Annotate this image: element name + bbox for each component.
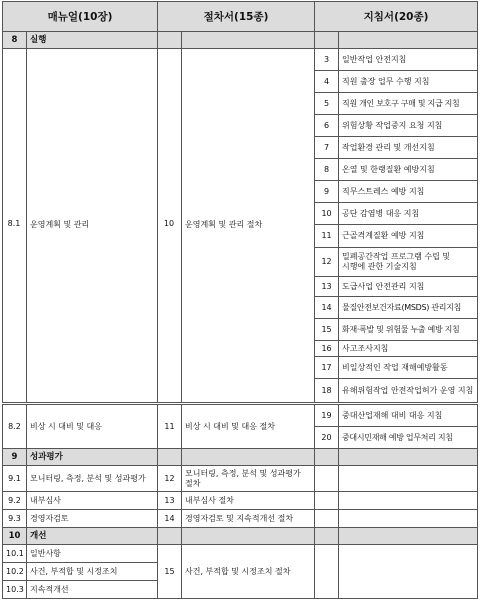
guideline-number: 11 bbox=[315, 225, 339, 248]
empty-cell bbox=[182, 449, 315, 466]
empty-cell bbox=[339, 492, 478, 510]
manual-number: 8.2 bbox=[3, 405, 27, 449]
procedure-title: 모니터링, 측정, 분석 및 성과평가 절차 bbox=[182, 466, 315, 492]
header-guideline: 지침서(20종) bbox=[315, 2, 478, 32]
guideline-title: 직무스트레스 예방 지침 bbox=[339, 181, 478, 203]
header-row bbox=[3, 2, 478, 32]
guideline-title: 작업환경 관리 및 개선지침 bbox=[339, 137, 478, 159]
guideline-title: 비일상적인 작업 재해예방활동 bbox=[339, 357, 478, 379]
manual-title: 사건, 부적합 및 시정조치 bbox=[27, 563, 158, 581]
guideline-number: 7 bbox=[315, 137, 339, 159]
section-number: 8 bbox=[3, 32, 27, 49]
empty-cell bbox=[315, 528, 339, 545]
guideline-title: 위험상황 작업중지 요청 지침 bbox=[339, 115, 478, 137]
manual-number: 9.1 bbox=[3, 466, 27, 492]
manual-title: 지속적개선 bbox=[27, 581, 158, 599]
procedure-number: 11 bbox=[158, 405, 182, 449]
procedure-title: 경영자검토 및 지속적개선 절차 bbox=[182, 510, 315, 528]
guideline-number: 4 bbox=[315, 71, 339, 93]
empty-cell bbox=[339, 32, 478, 49]
guideline-title: 직원 개인 보호구 구매 및 지급 지침 bbox=[339, 93, 478, 115]
manual-number: 10.3 bbox=[3, 581, 27, 599]
empty-cell bbox=[315, 32, 339, 49]
section-row-10 bbox=[3, 528, 478, 545]
empty-cell bbox=[158, 49, 182, 403]
procedure-title: 운영계획 및 관리 절차 bbox=[185, 220, 263, 229]
procedure-number: 14 bbox=[158, 510, 182, 528]
guideline-title: 직원 출장 업무 수행 지침 bbox=[339, 71, 478, 93]
guideline-title: 물질안전보건자료(MSDS) 관리지침 bbox=[339, 297, 478, 319]
empty-cell bbox=[182, 32, 315, 49]
empty-cell bbox=[158, 32, 182, 49]
manual-number: 9.2 bbox=[3, 492, 27, 510]
system-document-table bbox=[2, 1, 478, 403]
section-number: 9 bbox=[3, 449, 27, 466]
header-procedure: 절차서(15종) bbox=[158, 2, 315, 32]
manual-title: 경영자검토 bbox=[27, 510, 158, 528]
guideline-title: 온열 및 한랭질환 예방지침 bbox=[339, 159, 478, 181]
table-row bbox=[3, 405, 478, 427]
manual-number: 9.3 bbox=[3, 510, 27, 528]
section-row-9 bbox=[3, 449, 478, 466]
guideline-title: 사고조사지침 bbox=[339, 341, 478, 357]
empty-cell bbox=[315, 510, 339, 528]
guideline-number: 5 bbox=[315, 93, 339, 115]
document-page bbox=[2, 1, 478, 403]
guideline-number: 10 bbox=[315, 203, 339, 225]
section-title: 개선 bbox=[27, 528, 158, 545]
empty-cell bbox=[315, 545, 339, 599]
section-title: 실행 bbox=[27, 32, 158, 49]
guideline-number: 9 bbox=[315, 181, 339, 203]
guideline-title: 근골격계질환 예방 지침 bbox=[339, 225, 478, 248]
empty-cell bbox=[339, 510, 478, 528]
system-document-table-lower bbox=[2, 404, 478, 599]
guideline-number: 15 bbox=[315, 319, 339, 341]
guideline-title: 밀폐공간작업 프로그램 수립 및 시행에 관한 기술지침 bbox=[339, 248, 478, 277]
empty-cell bbox=[315, 449, 339, 466]
empty-cell bbox=[315, 492, 339, 510]
guideline-title: 화재·폭발 및 위험물 누출 예방 지침 bbox=[339, 319, 478, 341]
empty-cell bbox=[182, 528, 315, 545]
manual-title: 비상 시 대비 및 대응 bbox=[27, 405, 158, 449]
procedure-number: 10 bbox=[163, 219, 175, 228]
table-row bbox=[3, 510, 478, 528]
manual-number: 10.1 bbox=[3, 545, 27, 563]
guideline-number: 17 bbox=[315, 357, 339, 379]
guideline-title: 유해위험작업 안전작업허가 운영 지침 bbox=[339, 379, 478, 403]
empty-cell bbox=[339, 449, 478, 466]
section-number: 10 bbox=[3, 528, 27, 545]
guideline-number: 14 bbox=[315, 297, 339, 319]
table-row bbox=[3, 545, 478, 563]
procedure-title: 비상 시 대비 및 대응 절차 bbox=[182, 405, 315, 449]
procedure-number: 13 bbox=[158, 492, 182, 510]
empty-cell bbox=[3, 49, 27, 403]
guideline-number: 18 bbox=[315, 379, 339, 403]
guideline-title: 도급사업 안전관리 지침 bbox=[339, 277, 478, 297]
empty-cell bbox=[27, 49, 158, 403]
guideline-title: 중대산업재해 대비 대응 지침 bbox=[339, 405, 478, 427]
empty-cell bbox=[339, 466, 478, 492]
guideline-number: 6 bbox=[315, 115, 339, 137]
section-row-8 bbox=[3, 32, 478, 49]
procedure-title: 내부심사 절차 bbox=[182, 492, 315, 510]
guideline-title: 중대시민재해 예방 업무처리 지침 bbox=[339, 427, 478, 449]
empty-cell bbox=[158, 449, 182, 466]
procedure-title: 사건, 부적합 및 시정조치 절차 bbox=[182, 545, 315, 599]
empty-cell bbox=[182, 49, 315, 403]
manual-title: 일반사항 bbox=[27, 545, 158, 563]
guideline-number: 20 bbox=[315, 427, 339, 449]
lower-table-wrap bbox=[2, 404, 478, 599]
guideline-number: 19 bbox=[315, 405, 339, 427]
guideline-number: 12 bbox=[315, 248, 339, 277]
empty-cell bbox=[315, 466, 339, 492]
guideline-number: 3 bbox=[315, 49, 339, 71]
manual-number: 10.2 bbox=[3, 563, 27, 581]
section-title: 성과평가 bbox=[27, 449, 158, 466]
empty-cell bbox=[339, 545, 478, 599]
table-row bbox=[3, 492, 478, 510]
guideline-number: 16 bbox=[315, 341, 339, 357]
guideline-title: 공단 감염병 대응 지침 bbox=[339, 203, 478, 225]
manual-title: 내부심사 bbox=[27, 492, 158, 510]
manual-title: 모니터링, 측정, 분석 및 성과평가 bbox=[27, 466, 158, 492]
procedure-number: 15 bbox=[158, 545, 182, 599]
guideline-title: 일반작업 안전지침 bbox=[339, 49, 478, 71]
empty-cell bbox=[158, 528, 182, 545]
manual-title: 운영계획 및 관리 bbox=[30, 220, 90, 229]
manual-number: 8.1 bbox=[7, 219, 21, 228]
procedure-number: 12 bbox=[158, 466, 182, 492]
table-row bbox=[3, 49, 478, 71]
header-manual: 매뉴얼(10장) bbox=[3, 2, 158, 32]
guideline-number: 13 bbox=[315, 277, 339, 297]
table-row bbox=[3, 466, 478, 492]
guideline-number: 8 bbox=[315, 159, 339, 181]
empty-cell bbox=[339, 528, 478, 545]
